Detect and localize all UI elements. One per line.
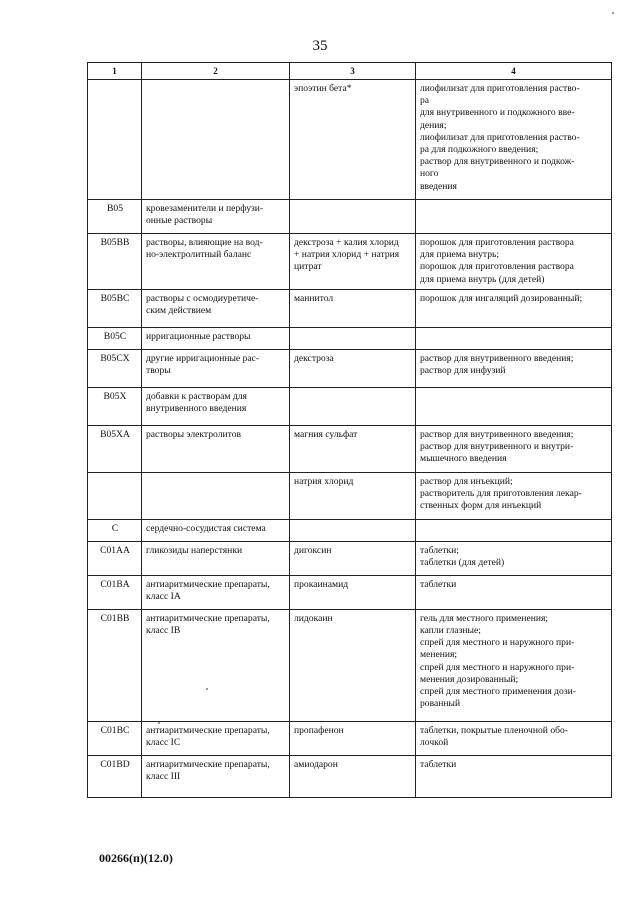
cell-line: таблетки [420, 758, 457, 770]
dosage-forms-cell [416, 755, 612, 797]
cell-line: класс IC [146, 737, 181, 749]
cell-line: раствор для инъекций; [420, 475, 513, 487]
cell-line: декстроза + калия хлорид [294, 237, 399, 248]
cell-line: ра [420, 95, 430, 107]
column-header: 4 [416, 63, 612, 80]
cell-line: растворитель для приготовления лекар- [420, 488, 582, 500]
dosage-forms-cell [416, 80, 612, 200]
cell-line: введения [420, 180, 457, 192]
cell-line: другие ирригационные рас- [146, 352, 260, 364]
atc-code-cell: C01BA [88, 575, 142, 609]
cell-line: растворы с осмодиуретиче- [146, 292, 259, 304]
atc-code-cell: C01AA [88, 541, 142, 575]
cell-line: таблетки (для детей) [420, 557, 505, 569]
cell-line: декстроза [294, 352, 334, 364]
atc-code-cell: C01BD [88, 755, 142, 797]
atc-code-cell: B05XA [88, 425, 142, 472]
atc-group-cell [142, 349, 290, 387]
cell-line: гель для местного применения; [420, 612, 549, 624]
cell-line: рованный [420, 698, 461, 710]
dosage-forms-cell [416, 387, 612, 425]
cell-line: натрия хлорид [294, 475, 354, 487]
atc-code-cell: B05C [88, 327, 142, 349]
table-row [88, 234, 612, 290]
cell-line: для приема внутрь; [420, 249, 500, 261]
cell-line: раствор для внутривенного и подкож- [420, 156, 575, 168]
atc-code-cell: C [88, 519, 142, 541]
cell-line: антиаритмические препараты, [146, 612, 270, 624]
cell-line: прокаинамид [294, 578, 349, 590]
cell-line: гликозиды наперстянки [146, 544, 243, 556]
atc-code-cell: B05CX [88, 349, 142, 387]
document-code: 00266(п)(12.0) [99, 851, 173, 865]
cell-line: онные растворы [146, 215, 213, 227]
scan-speck [612, 12, 614, 14]
cell-line: добавки к растворам для [146, 390, 247, 402]
substance-cell [290, 200, 416, 234]
dosage-forms-cell [416, 609, 612, 721]
cell-line: мышечного введения [420, 453, 507, 465]
cell-line: внутривенного введения [146, 403, 247, 415]
cell-line: раствор для внутривенного введения; [420, 428, 574, 440]
substance-cell [290, 80, 416, 200]
substance-cell [290, 519, 416, 541]
atc-code-cell [88, 472, 142, 519]
table-row [88, 721, 612, 755]
substance-cell [290, 609, 416, 721]
dosage-forms-cell [416, 472, 612, 519]
atc-code-cell: C01BC [88, 721, 142, 755]
atc-group-cell [142, 755, 290, 797]
cell-line: растворы, влияющие на вод- [146, 237, 263, 248]
dosage-forms-cell [416, 425, 612, 472]
cell-line: класс III [146, 771, 181, 783]
dosage-forms-cell [416, 541, 612, 575]
cell-line: лиофилизат для приготовления раство- [420, 83, 580, 94]
cell-line: менения дозированный; [420, 673, 519, 685]
cell-line: пропафенон [294, 724, 344, 736]
scan-speck [158, 722, 160, 724]
cell-line: ственных форм для инъекций [420, 500, 542, 512]
dosage-forms-cell [416, 349, 612, 387]
cell-line: раствор для внутривенного и внутри- [420, 441, 574, 453]
table-row [88, 289, 612, 327]
cell-line: таблетки; [420, 544, 459, 556]
table-row [88, 327, 612, 349]
cell-line: эпоэтин бета* [294, 83, 352, 94]
table-body [88, 80, 612, 798]
cell-line: ра для подкожного введения; [420, 144, 539, 156]
atc-group-cell [142, 541, 290, 575]
column-header: 2 [142, 63, 290, 80]
cell-line: творы [146, 365, 171, 377]
atc-group-cell [142, 472, 290, 519]
table-row [88, 387, 612, 425]
atc-code-cell [88, 80, 142, 200]
substance-cell [290, 541, 416, 575]
table-row [88, 80, 612, 200]
substance-cell [290, 289, 416, 327]
cell-line: антиаритмические препараты, [146, 578, 270, 590]
atc-code-cell: B05BB [88, 234, 142, 290]
atc-code-cell: B05 [88, 200, 142, 234]
cell-line: сердечно-сосудистая система [146, 522, 266, 534]
cell-line: порошок для приготовления раствора [420, 261, 574, 273]
cell-line: порошок для ингаляций дозированный; [420, 292, 583, 304]
dosage-forms-cell [416, 289, 612, 327]
cell-line: лочкой [420, 737, 449, 749]
drug-table [87, 62, 612, 798]
atc-group-cell [142, 609, 290, 721]
dosage-forms-cell [416, 327, 612, 349]
column-header: 1 [88, 63, 142, 80]
cell-line: цитрат [294, 261, 322, 273]
atc-group-cell [142, 327, 290, 349]
cell-line: для приема внутрь (для детей) [420, 273, 545, 285]
cell-line: растворы электролитов [146, 428, 242, 440]
atc-group-cell [142, 289, 290, 327]
substance-cell [290, 327, 416, 349]
cell-line: антиаритмические препараты, [146, 724, 270, 736]
substance-cell [290, 425, 416, 472]
dosage-forms-cell [416, 519, 612, 541]
substance-cell [290, 472, 416, 519]
cell-line: антиаритмические препараты, [146, 758, 270, 770]
atc-group-cell [142, 234, 290, 290]
cell-line: ного [420, 168, 439, 180]
dosage-forms-cell [416, 200, 612, 234]
substance-cell [290, 755, 416, 797]
cell-line: спрей для местного и наружного при- [420, 661, 575, 673]
cell-line: ирригационные растворы [146, 330, 251, 342]
cell-line: ским действием [146, 305, 212, 317]
substance-cell [290, 721, 416, 755]
cell-line: капли глазные; [420, 625, 481, 637]
substance-cell [290, 387, 416, 425]
cell-line: спрей для местного и наружного при- [420, 637, 575, 649]
cell-line: раствор для внутривенного введения; [420, 352, 574, 364]
scan-speck [206, 688, 208, 690]
cell-line: кровезаменители и перфузи- [146, 203, 264, 214]
table-row [88, 609, 612, 721]
table-row [88, 200, 612, 234]
dosage-forms-cell [416, 721, 612, 755]
cell-line: менения; [420, 649, 458, 661]
atc-code-cell: C01BB [88, 609, 142, 721]
table-row [88, 519, 612, 541]
substance-cell [290, 234, 416, 290]
cell-line: для внутривенного и подкожного вве- [420, 107, 575, 119]
cell-line: дения; [420, 119, 447, 131]
cell-line: таблетки, покрытые пленочной обо- [420, 724, 568, 736]
column-header: 3 [290, 63, 416, 80]
atc-code-cell: B05X [88, 387, 142, 425]
atc-group-cell [142, 425, 290, 472]
table-row [88, 472, 612, 519]
cell-line: маннитол [294, 292, 334, 304]
cell-line: лидокаин [294, 612, 333, 624]
cell-line: + натрия хлорид + натрия [294, 249, 400, 261]
substance-cell [290, 349, 416, 387]
atc-group-cell [142, 575, 290, 609]
cell-line: лиофилизат для приготовления раство- [420, 131, 580, 143]
table-header-row [88, 63, 612, 80]
cell-line: спрей для местного применения дози- [420, 686, 576, 698]
cell-line: класс IA [146, 591, 181, 603]
table-row [88, 425, 612, 472]
cell-line: магния сульфат [294, 428, 358, 440]
cell-line: таблетки [420, 578, 457, 590]
cell-line: дигоксин [294, 544, 332, 556]
atc-group-cell [142, 387, 290, 425]
page-number: 35 [312, 38, 328, 54]
atc-group-cell [142, 519, 290, 541]
atc-group-cell [142, 80, 290, 200]
table-row [88, 541, 612, 575]
cell-line: раствор для инфузий [420, 365, 506, 377]
cell-line: класс IB [146, 625, 181, 637]
dosage-forms-cell [416, 234, 612, 290]
table-row [88, 755, 612, 797]
table-row [88, 349, 612, 387]
cell-line: порошок для приготовления раствора [420, 237, 574, 248]
atc-group-cell [142, 200, 290, 234]
atc-group-cell [142, 721, 290, 755]
cell-line: амиодарон [294, 758, 338, 770]
cell-line: но-электролитный баланс [146, 249, 252, 261]
dosage-forms-cell [416, 575, 612, 609]
table-row [88, 575, 612, 609]
substance-cell [290, 575, 416, 609]
atc-code-cell: B05BC [88, 289, 142, 327]
